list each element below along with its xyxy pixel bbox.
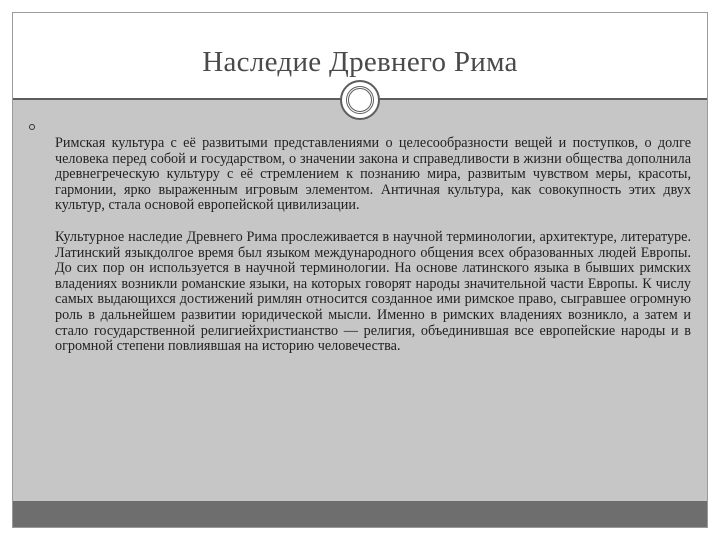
circle-ornament-icon (340, 80, 380, 120)
paragraph-roman-culture: Римская культура с её развитыми представлениями о целесообразности вещей и поступков, о долге человека перед собой и государством, о значении закона и справедливости в жизни общества дополнила древнегреческую культуру с её стремлением к познанию мира, развитым чувством меры, красоты, гармонии, ярко выраженным игровым элементом. Античная культура, как совокупность этих двух культур, стала основой европейской цивилизации. (55, 135, 691, 214)
slide-title: Наследие Древнего Рима (202, 46, 518, 78)
paragraph-cultural-heritage: Культурное наследие Древнего Рима прослеживается в научной терминологии, архитектуре, литературе. Латинский языкдолгое время был языком международного общения всех образованных людей Европы. До сих пор он используется в научной терминологии. На основе латинского языка в бывших римских владениях возникли романские языки, на которых говорят народы значительной части Европы. К числу самых выдающихся достижений римлян относится созданное ими римское право, сыгравшее огромную роль в дальнейшем развитии юридической мысли. Именно в римских владениях возникло, а затем и стало государственной религиейхристианство — религия, объединившая все европейские народы и в огромной степени повлиявшая на историю человечества. (55, 228, 691, 355)
body-text (55, 136, 691, 355)
footer-bar (13, 501, 707, 527)
bullet-icon (29, 124, 35, 130)
title-area (13, 13, 707, 89)
